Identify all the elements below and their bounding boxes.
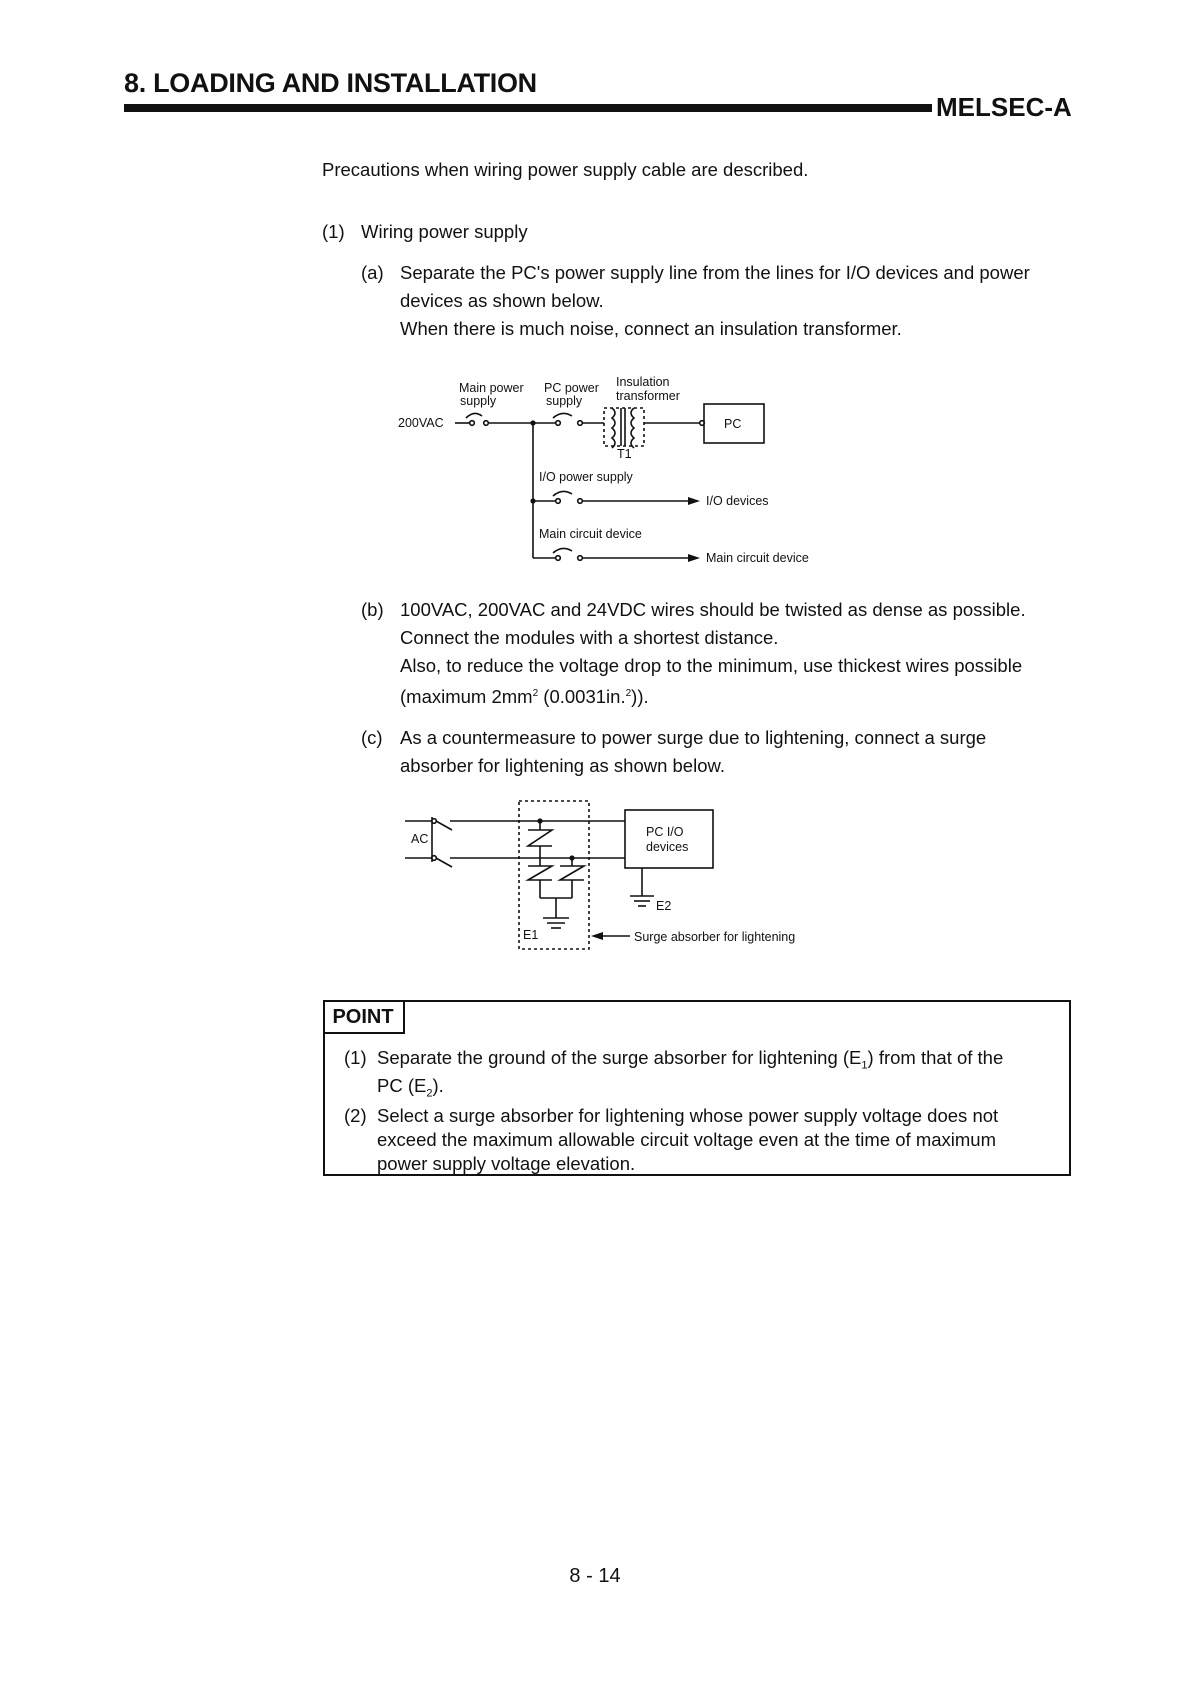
sub-c-line: As a countermeasure to power surge due to lightening, connect a surge — [400, 727, 987, 748]
sub-a-line: Separate the PC's power supply line from the lines for I/O devices and power — [400, 262, 1030, 283]
e1-label: E1 — [523, 928, 539, 942]
main-power-label: Main power — [459, 381, 524, 395]
io-power-supply-label: I/O power supply — [539, 470, 633, 484]
insulation-transformer-label: transformer — [616, 389, 680, 403]
pc-io-devices-label: PC I/O — [646, 825, 684, 839]
point-item-2-number: (2) — [344, 1105, 367, 1126]
t1-label: T1 — [617, 447, 632, 461]
page-number: 8 - 14 — [569, 1565, 621, 1587]
pc-box-label: PC — [724, 417, 742, 431]
main-power-label: supply — [460, 394, 497, 408]
voltage-label: 200VAC — [398, 416, 444, 430]
pc-power-label: PC power — [544, 381, 599, 395]
pc-io-devices-label: devices — [646, 840, 689, 854]
ac-label: AC — [411, 832, 429, 846]
point-item-1-line — [377, 1046, 1003, 1078]
point-item-1-number: (1) — [344, 1047, 367, 1068]
pc-power-label: supply — [546, 394, 583, 408]
sub-a-line: When there is much noise, connect an insulation transformer. — [400, 318, 902, 339]
superscript: 2 — [625, 688, 632, 699]
sub-b-line: 100VAC, 200VAC and 24VDC wires should be twisted as dense as possible. — [400, 599, 1026, 620]
sub-a-line: devices as shown below. — [400, 290, 604, 311]
point-label: POINT — [323, 1000, 405, 1034]
sub-b-line: Connect the modules with a shortest distance. — [400, 627, 779, 648]
point-item-1-text: ) from that of the — [867, 1047, 1004, 1068]
sub-a-label: (a) — [361, 262, 384, 283]
sub-b-line: Also, to reduce the voltage drop to the minimum, use thickest wires possible — [400, 655, 1023, 676]
point-item-1-text: ). — [432, 1075, 444, 1096]
point-item-2-line: Select a surge absorber for lightening whose power supply voltage does not — [377, 1105, 999, 1126]
point-item-1-text: Separate the ground of the surge absorber for lightening (E — [377, 1047, 862, 1068]
item-1-number: (1) — [322, 221, 345, 242]
subscript: 1 — [861, 1059, 868, 1072]
point-item-2-line: power supply voltage elevation. — [377, 1153, 636, 1174]
point-item-1-line — [377, 1074, 444, 1106]
superscript: 2 — [532, 688, 539, 699]
main-circuit-device-label: Main circuit device — [539, 527, 642, 541]
sub-b-last-a: (maximum 2mm — [400, 686, 533, 708]
subscript: 2 — [426, 1087, 433, 1100]
sub-b-last-b: (0.0031in. — [538, 686, 626, 708]
item-1-title: Wiring power supply — [361, 221, 528, 242]
intro-text: Precautions when wiring power supply cable are described. — [322, 159, 809, 180]
point-item-2-line: exceed the maximum allowable circuit voltage even at the time of maximum — [377, 1129, 996, 1150]
main-circuit-device-arrow-label: Main circuit device — [706, 551, 809, 565]
sub-b-last-c: )). — [631, 686, 649, 708]
brand-name: MELSEC-A — [936, 92, 1072, 122]
sub-c-line: absorber for lightening as shown below. — [400, 755, 725, 776]
point-item-1-text: PC (E — [377, 1075, 427, 1096]
e2-label: E2 — [656, 899, 672, 913]
sub-b-label: (b) — [361, 599, 384, 620]
insulation-transformer-label: Insulation — [616, 375, 670, 389]
section-title: 8. LOADING AND INSTALLATION — [124, 68, 537, 98]
surge-absorber-label: Surge absorber for lightening — [634, 930, 796, 944]
sub-c-label: (c) — [361, 727, 383, 748]
io-devices-label: I/O devices — [706, 494, 769, 508]
